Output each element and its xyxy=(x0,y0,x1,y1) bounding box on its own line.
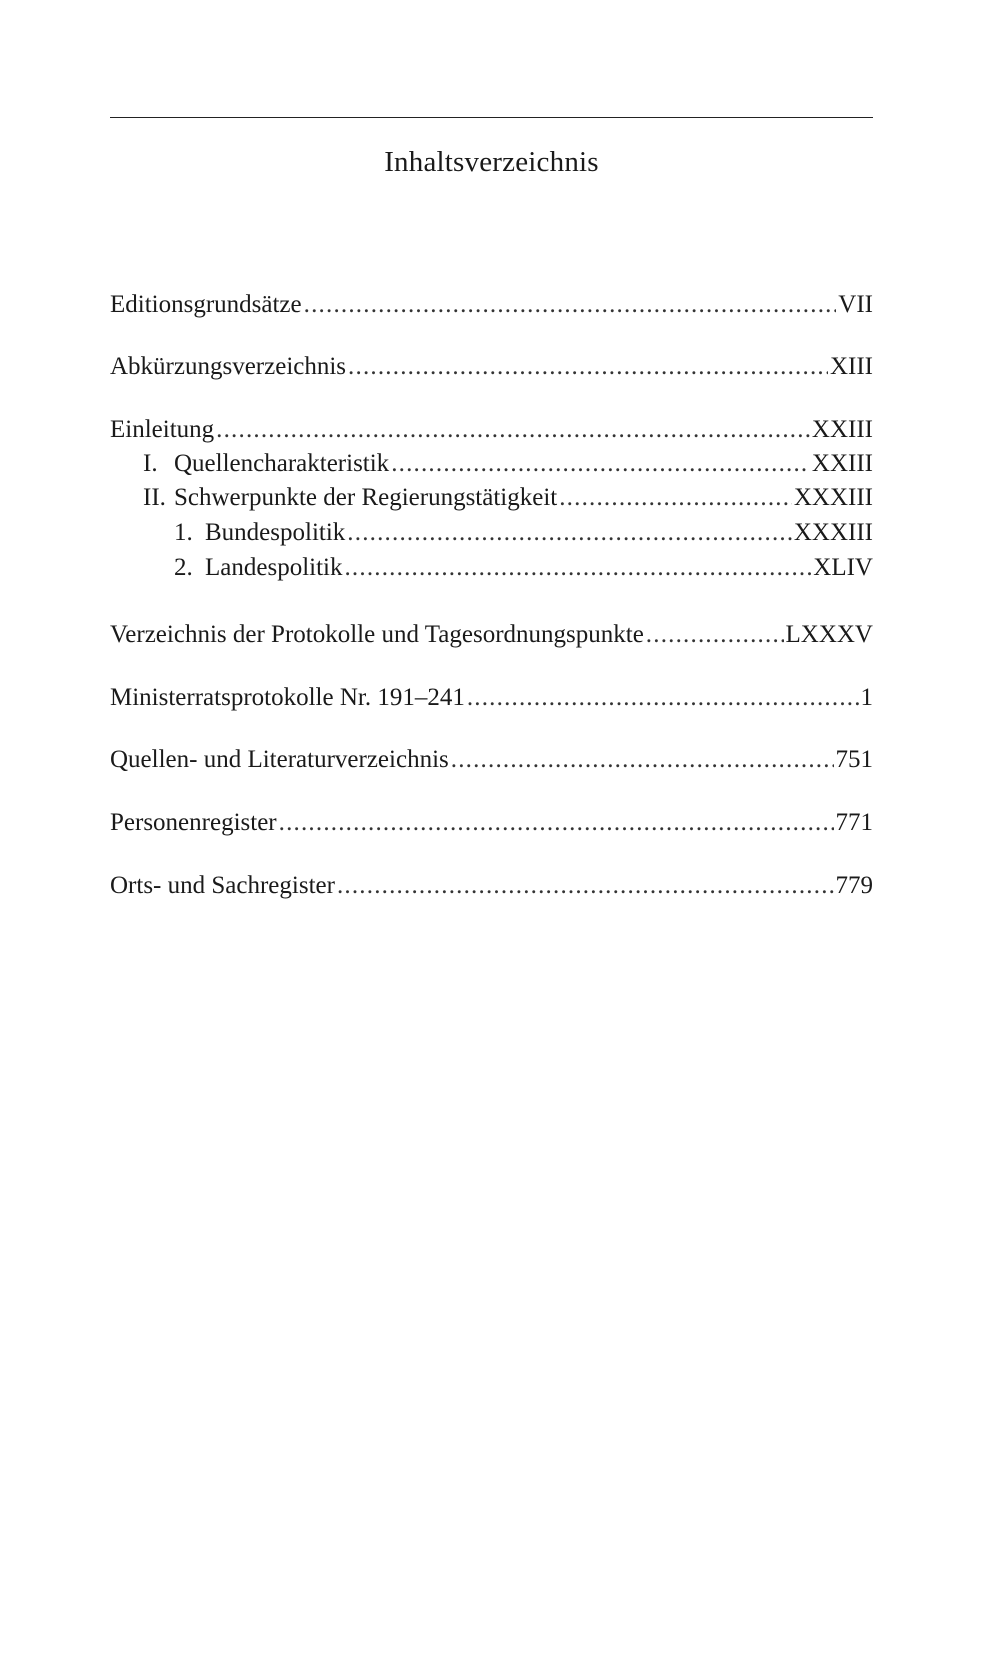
toc-entry-label: Bundespolitik xyxy=(205,519,346,546)
dot-leader xyxy=(216,413,810,447)
dot-leader xyxy=(467,681,859,715)
toc-entry-ministerratsprotokolle[interactable] xyxy=(110,681,873,715)
toc-entry-label: Orts- und Sachregister xyxy=(110,872,335,899)
toc-entry-label: Personenregister xyxy=(110,809,277,836)
dot-leader xyxy=(348,350,828,384)
toc-entry-page: XLIV xyxy=(813,554,873,581)
toc-entry-label: Ministerratsprotokolle Nr. 191–241 xyxy=(110,684,465,711)
toc-entry-page: XIII xyxy=(829,353,873,380)
toc-entry-page: VII xyxy=(838,291,873,318)
toc-entry-personenregister[interactable] xyxy=(110,806,873,840)
dot-leader xyxy=(337,869,834,903)
toc-entry-page: LXXXV xyxy=(785,621,873,648)
toc-entry-landespolitik[interactable] xyxy=(110,551,873,585)
toc-entry-abkuerzungsverzeichnis[interactable] xyxy=(110,350,873,384)
toc-entry-quellencharakteristik[interactable] xyxy=(110,447,873,481)
toc-entry-verzeichnis-der-protokolle[interactable] xyxy=(110,618,873,652)
toc-entry-label: Editionsgrundsätze xyxy=(110,291,302,318)
toc-entry-number: II. xyxy=(143,484,166,511)
toc-entry-number: I. xyxy=(143,450,158,477)
toc-entry-page: XXXIII xyxy=(793,484,873,511)
toc-entry-schwerpunkte[interactable] xyxy=(110,481,873,515)
dot-leader xyxy=(646,618,784,652)
dot-leader xyxy=(304,288,837,322)
page-title: Inhaltsverzeichnis xyxy=(384,146,599,178)
toc-entry-label: Schwerpunkte der Regierungstätigkeit xyxy=(174,484,558,511)
dot-leader xyxy=(391,447,810,481)
toc-entry-page: XXIII xyxy=(811,450,873,477)
toc-entry-number: 2. xyxy=(174,554,193,581)
toc-entry-label: Abkürzungsverzeichnis xyxy=(110,353,347,380)
toc-entry-page: 1 xyxy=(860,684,873,711)
toc-entry-page: 751 xyxy=(835,746,873,773)
dot-leader xyxy=(347,516,792,550)
toc-entry-label: Quellencharakteristik xyxy=(174,450,390,477)
toc-entry-page: XXIII xyxy=(811,416,873,443)
header-rule xyxy=(110,117,873,118)
toc-entry-label: Quellen- und Literaturverzeichnis xyxy=(110,746,449,773)
toc-entry-label: Landespolitik xyxy=(205,554,343,581)
toc-entry-quellen-und-literaturverzeichnis[interactable] xyxy=(110,743,873,777)
dot-leader xyxy=(344,551,811,585)
dot-leader xyxy=(451,743,834,777)
toc-entry-label: Verzeichnis der Protokolle und Tagesordnungspunkte xyxy=(110,621,644,648)
toc-entry-number: 1. xyxy=(174,519,193,546)
toc-entry-orts-und-sachregister[interactable] xyxy=(110,869,873,903)
dot-leader xyxy=(559,481,792,515)
toc-entry-bundespolitik[interactable] xyxy=(110,516,873,550)
toc-entry-einleitung[interactable] xyxy=(110,413,873,447)
toc-entry-label: Einleitung xyxy=(110,416,215,443)
dot-leader xyxy=(279,806,834,840)
toc-entry-page: 771 xyxy=(835,809,873,836)
toc-entry-editionsgrundsaetze[interactable] xyxy=(110,288,873,322)
toc-entry-page: XXXIII xyxy=(793,519,873,546)
toc-entry-page: 779 xyxy=(835,872,873,899)
